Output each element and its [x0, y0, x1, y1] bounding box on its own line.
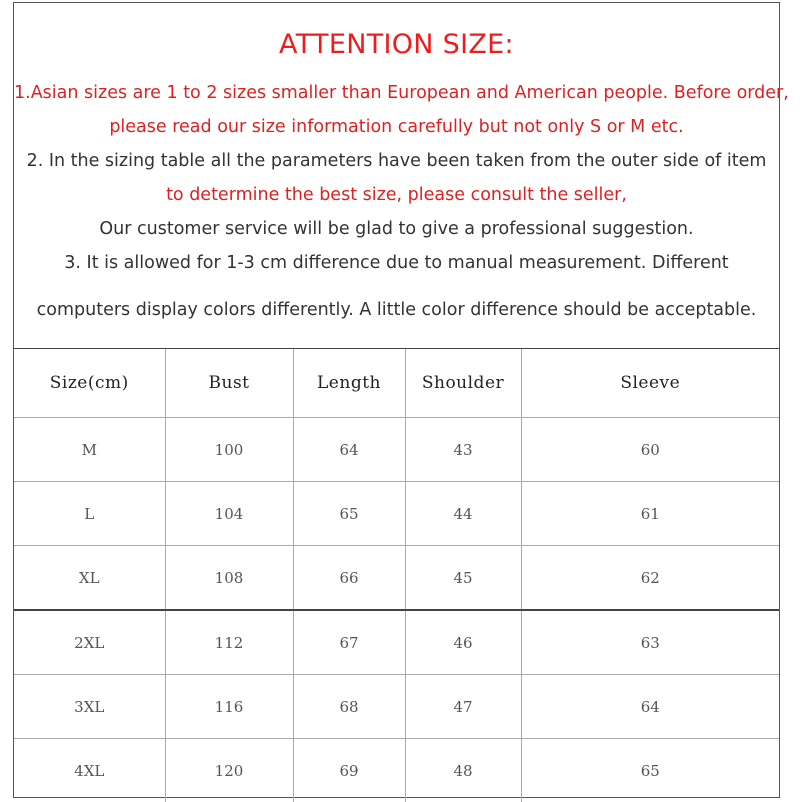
cell-size: 4XL	[14, 739, 165, 802]
cell-size: L	[14, 482, 165, 546]
cell-sleeve: 61	[521, 482, 779, 546]
notice-line-7: computers display colors differently. A little color difference should be acceptable.	[14, 300, 779, 320]
cell-size: 3XL	[14, 675, 165, 739]
cell-bust: 108	[165, 546, 293, 611]
table-row	[14, 546, 779, 611]
cell-size: 2XL	[14, 610, 165, 675]
table-row	[14, 418, 779, 482]
notice-line-5: Our customer service will be glad to give a professional suggestion.	[14, 219, 779, 239]
cell-bust: 116	[165, 675, 293, 739]
notice-line-2: please read our size information carefully but not only S or M etc.	[14, 117, 779, 137]
cell-bust: 100	[165, 418, 293, 482]
cell-size: M	[14, 418, 165, 482]
cell-sleeve: 63	[521, 610, 779, 675]
header-bust: Bust	[165, 349, 293, 418]
cell-length: 66	[293, 546, 405, 611]
table-row	[14, 482, 779, 546]
cell-sleeve: 60	[521, 418, 779, 482]
notice-line-3: 2. In the sizing table all the parameters have been taken from the outer side of item	[14, 151, 779, 171]
cell-bust: 104	[165, 482, 293, 546]
cell-shoulder: 43	[405, 418, 521, 482]
cell-length: 65	[293, 482, 405, 546]
cell-shoulder: 47	[405, 675, 521, 739]
cell-length: 67	[293, 610, 405, 675]
notice-line-4: to determine the best size, please consult the seller,	[14, 185, 779, 205]
notice-title: ATTENTION SIZE:	[14, 29, 779, 60]
size-chart-card	[13, 2, 780, 798]
attention-notice	[14, 3, 779, 349]
table-row	[14, 610, 779, 675]
cell-size: XL	[14, 546, 165, 611]
cell-sleeve: 65	[521, 739, 779, 802]
notice-line-6: 3. It is allowed for 1-3 cm difference due to manual measurement. Different	[14, 253, 779, 273]
cell-shoulder: 45	[405, 546, 521, 611]
table-header-row	[14, 349, 779, 418]
size-table	[14, 349, 779, 802]
table-row	[14, 675, 779, 739]
notice-line-1: 1.Asian sizes are 1 to 2 sizes smaller than European and American people. Before order,	[14, 83, 779, 103]
cell-shoulder: 48	[405, 739, 521, 802]
cell-length: 69	[293, 739, 405, 802]
cell-length: 68	[293, 675, 405, 739]
table-row	[14, 739, 779, 802]
cell-shoulder: 46	[405, 610, 521, 675]
cell-bust: 112	[165, 610, 293, 675]
header-length: Length	[293, 349, 405, 418]
header-size: Size(cm)	[14, 349, 165, 418]
cell-shoulder: 44	[405, 482, 521, 546]
cell-sleeve: 64	[521, 675, 779, 739]
cell-sleeve: 62	[521, 546, 779, 611]
cell-bust: 120	[165, 739, 293, 802]
header-shoulder: Shoulder	[405, 349, 521, 418]
header-sleeve: Sleeve	[521, 349, 779, 418]
cell-length: 64	[293, 418, 405, 482]
